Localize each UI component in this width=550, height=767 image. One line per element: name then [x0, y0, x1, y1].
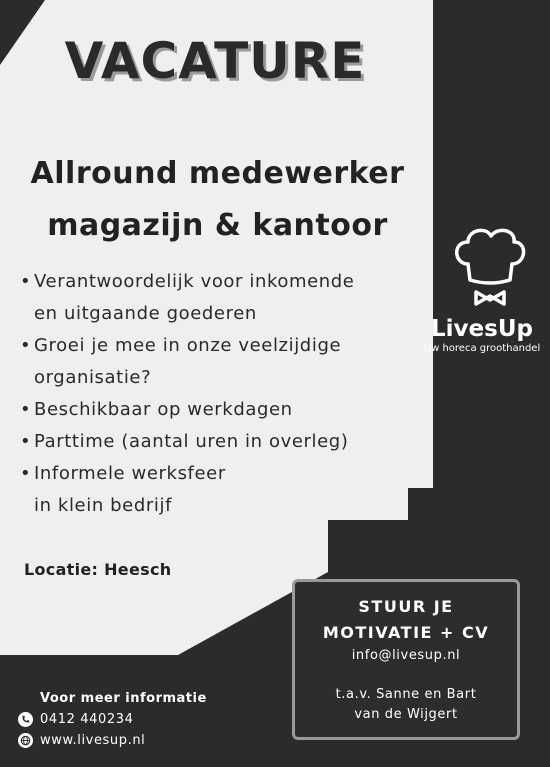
list-item-line: • Verantwoordelijk voor inkomende	[34, 271, 355, 292]
website-row[interactable]	[18, 731, 145, 749]
list-item-line: • Parttime (aantal uren in overleg)	[34, 431, 349, 452]
chef-hat-icon	[446, 224, 532, 310]
list-item-line: • Groei je mee in onze veelzijdige	[34, 335, 342, 356]
page-title: VACATURE	[64, 32, 366, 90]
phone-icon	[18, 712, 33, 727]
job-title	[0, 148, 435, 252]
apply-heading-line: STUUR JE	[358, 597, 454, 616]
list-item	[20, 330, 400, 394]
contact-line: van de Wijgert	[354, 707, 458, 722]
apply-email[interactable]: info@livesup.nl	[351, 648, 461, 663]
list-item-line: • Beschikbaar op werkdagen	[34, 399, 293, 420]
list-item-line: organisatie?	[34, 367, 152, 388]
job-title-line: Allround medewerker	[30, 156, 405, 191]
phone-number: 0412 440234	[40, 711, 134, 727]
location-label: Locatie: Heesch	[24, 560, 172, 579]
apply-heading	[295, 594, 517, 646]
apply-box	[292, 579, 520, 740]
list-item	[20, 266, 400, 330]
list-item	[20, 426, 400, 458]
contact-persons	[295, 685, 517, 725]
website-link: www.livesup.nl	[40, 732, 146, 748]
phone-row[interactable]	[18, 710, 133, 728]
apply-heading-line: MOTIVATIE + CV	[322, 623, 490, 642]
brand-tagline: Uw horeca groothandel	[423, 343, 541, 354]
list-item-line: • Informele werksfeer	[34, 463, 226, 484]
brand-name: LivesUp	[431, 316, 533, 342]
list-item-line: in klein bedrijf	[34, 495, 173, 516]
list-item-line: en uitgaande goederen	[34, 303, 257, 324]
requirements-list	[20, 266, 400, 522]
list-item	[20, 458, 400, 522]
list-item	[20, 394, 400, 426]
info-heading: Voor meer informatie	[40, 691, 207, 706]
job-title-line: magazijn & kantoor	[47, 208, 388, 243]
contact-line: t.a.v. Sanne en Bart	[335, 687, 477, 702]
globe-icon	[18, 733, 33, 748]
